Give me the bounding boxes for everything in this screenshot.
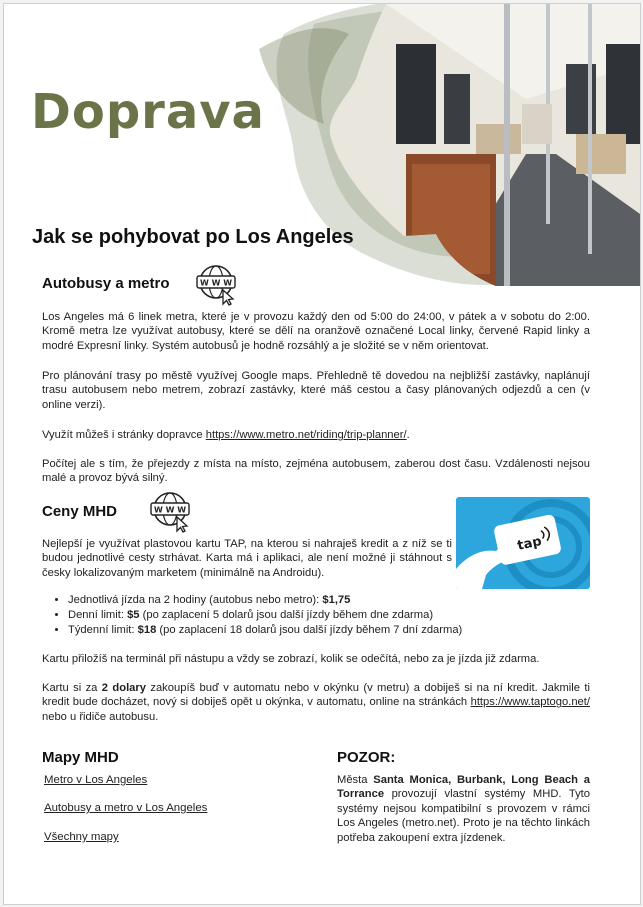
map-link-all[interactable]: Všechny mapy	[44, 831, 119, 843]
list-item	[68, 608, 462, 623]
fare-single-price: $1,75	[319, 594, 351, 606]
bus-paragraph-4: Počítej ale s tím, že přejezdy z místa na místo, zejména autobusem, zaberou dost času. Vzdálenosti nejsou malé a provoz bývá silný.	[42, 458, 590, 485]
fares-section-heading: Ceny MHD	[42, 503, 118, 520]
bus-paragraph-1: Los Angeles má 6 linek metra, které je v provozu každý den od 5:00 do 24:00, v pátek a v sobotu do 2:00. Kromě metra lze využívat autobusy, které se dělí na oranžově označené Local linky, červené Rapid linky a modré Expresní linky. Systém autobusů je hodně rozsáhlý a je složité se v něm orientovat.	[42, 311, 590, 352]
warning-text	[337, 773, 590, 845]
www-click-icon[interactable]	[150, 491, 192, 533]
warning-prefix: Města	[337, 774, 374, 786]
fares-p3-text-b: zakoupíš buď v automatu nebo v okýnku (v metru) a dobiješ si na ní kredit. Jakmile ti kredit bude docházet, nový si dobiješ opět u okýnka, v automatu, online na stránkách	[42, 682, 590, 709]
fares-paragraph-2: Kartu přiložíš na terminál při nástupu a vždy se zobrazí, kolik se odečítá, nebo za je jízda již zdarma.	[42, 653, 540, 665]
metro-trip-planner-link[interactable]: https://www.metro.net/riding/trip-planner/	[205, 429, 407, 441]
document-page	[3, 3, 641, 905]
fares-p3-text-a: Kartu si za	[42, 682, 102, 694]
warning-rest: provozují vlastní systémy MHD. Tyto systémy nejsou kompatibilní s provozem v rámci Los Angeles (metro.net). Proto je na těchto linkách potřeba zakoupení extra jízdenek.	[337, 788, 590, 844]
taptogo-link[interactable]: https://www.taptogo.net/	[470, 696, 590, 709]
maps-section-heading: Mapy MHD	[42, 749, 119, 766]
tap-card-image	[456, 497, 590, 589]
warning-heading: POZOR:	[337, 749, 396, 766]
bus-paragraph-2: Pro plánování trasy po městě využívej Google maps. Přehledně tě dovedou na nejbližší zastávky, naplánují trasu autobusem nebo metrem, zobrazí zastávky, které máš cestou a časy plánovaných odjezdů a cen (v online verzi).	[42, 370, 590, 411]
fare-daily-label: Denní limit:	[68, 608, 128, 621]
fare-daily-price: $5	[127, 608, 140, 621]
fares-p3-bold: 2 dolary	[101, 682, 146, 694]
fare-weekly-note: (po zaplacení 18 dolarů jsou další jízdy během 7 dní zdarma)	[156, 623, 463, 636]
fares-list	[56, 593, 462, 637]
fare-daily-note: (po zaplacení 5 dolarů jsou další jízdy během dne zdarma)	[139, 608, 434, 621]
map-link-metro[interactable]: Metro v Los Angeles	[44, 774, 148, 786]
fare-weekly-price: $18	[137, 623, 157, 636]
list-item	[68, 623, 462, 638]
fare-weekly-label: Týdenní limit:	[68, 623, 138, 636]
warning-cities: Santa Monica, Burbank, Long Beach a Torrance	[337, 774, 590, 801]
bus-section-heading: Autobusy a metro	[42, 275, 170, 292]
bus-paragraph-3	[42, 428, 590, 442]
svg-text:W W W: W W W	[199, 278, 233, 288]
fares-paragraph-1: Nejlepší je využívat plastovou kartu TAP, na kterou si nahraješ kredit a z níž se ti budou jednotlivé cesty strhávat. Karta má i aplikaci, ale není možné ji stáhnout s česky lokalizovaným marketem (minimálně na Androidu).	[42, 538, 452, 579]
map-link-bus-metro[interactable]: Autobusy a metro v Los Angeles	[44, 802, 208, 814]
list-item	[68, 593, 462, 608]
fares-paragraph-3	[42, 681, 590, 724]
fares-p3-text-c: nebo u řidiče autobusu.	[42, 710, 159, 723]
www-click-icon[interactable]	[196, 264, 238, 306]
page-subtitle: Jak se pohybovat po Los Angeles	[32, 226, 354, 248]
tap-card-label: tap	[516, 534, 544, 554]
svg-text:W W W: W W W	[153, 505, 187, 515]
bus-paragraph-3-text: Využít můžeš i stránky dopravce	[42, 429, 206, 441]
bus-paragraph-3-end: .	[406, 429, 410, 441]
metro-interior-photo	[326, 4, 640, 286]
fare-single-label: Jednotlivá jízda na 2 hodiny (autobus nebo metro):	[68, 594, 320, 606]
page-title: Doprava	[31, 84, 265, 140]
